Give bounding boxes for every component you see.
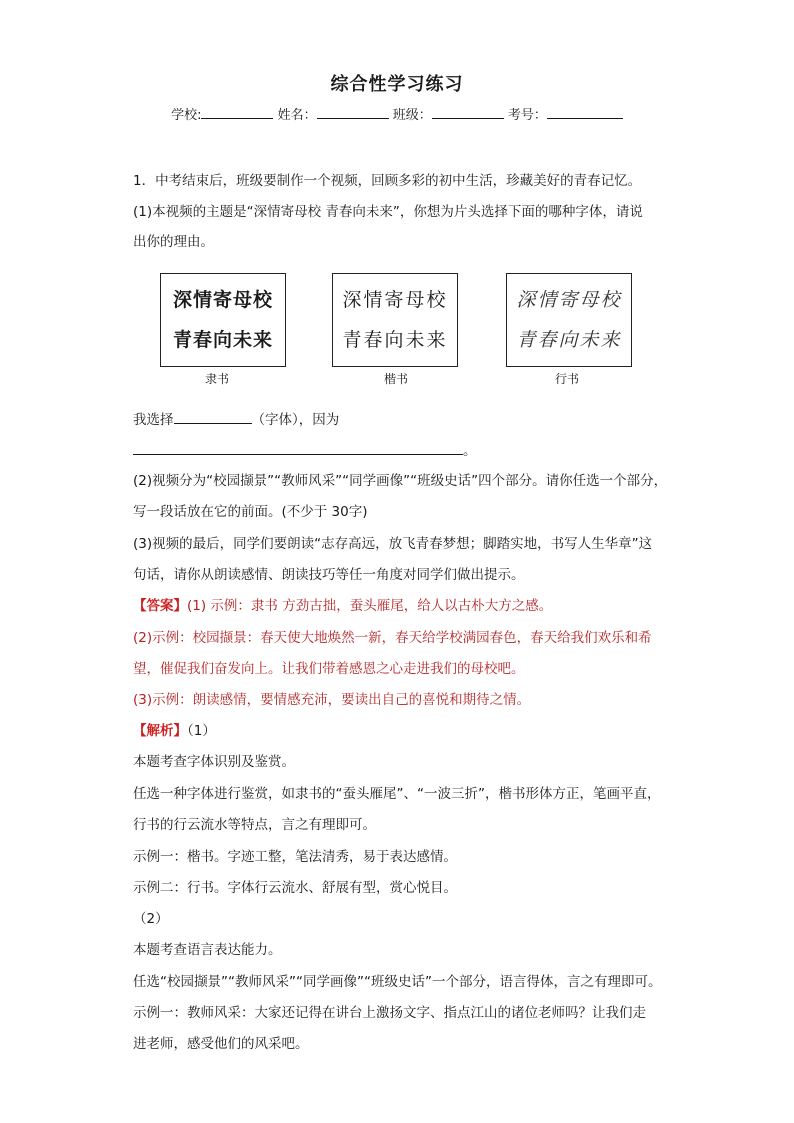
answer-1-text: (1) 示例：隶书 方劲古拙，蚕头雁尾，给人以古朴大方之感。 — [187, 598, 553, 614]
choose-suffix: （字体），因为 — [251, 412, 340, 428]
school-blank[interactable] — [201, 105, 273, 119]
font-sample-line-2: 青春向未来 — [172, 329, 273, 351]
exam-no-blank[interactable] — [547, 105, 623, 119]
class-label: 班级： — [392, 108, 432, 123]
answer-3: (3)示例：朗读感情，要情感充沛，要读出自己的喜悦和期待之情。 — [133, 692, 531, 708]
name-label: 姓名： — [277, 108, 317, 123]
analysis-line: 进老师，感受他们的风采吧。 — [133, 1036, 309, 1052]
class-blank[interactable] — [432, 105, 504, 119]
name-blank[interactable] — [317, 105, 389, 119]
font-sample-line-1: 深情寄母校 — [342, 289, 448, 311]
analysis-heading — [133, 722, 216, 740]
school-label: 学校: — [171, 108, 202, 123]
answer-1 — [133, 597, 552, 615]
answer-tag: 【答案】 — [133, 598, 187, 614]
font-sample-line-2: 青春向未来 — [516, 329, 622, 351]
subquestion-3-line-2: 句话，请你从朗读感情、朗读技巧等任一角度对同学们做出提示。 — [133, 567, 525, 583]
subquestion-1-line-2: 出你的理由。 — [133, 234, 214, 250]
reason-blank[interactable] — [133, 441, 463, 455]
analysis-tag-suffix: （1） — [187, 723, 216, 739]
analysis-line: （2） — [133, 911, 169, 927]
analysis-tag: 【解析】 — [133, 723, 187, 739]
analysis-line: 任选“校园撷景”“教师风采”“同学画像”“班级史话”一个部分，语言得体，言之有理即可。 — [133, 974, 662, 990]
reason-period: 。 — [463, 443, 477, 459]
reason-line — [133, 441, 477, 460]
font-sample-lishu — [160, 273, 286, 367]
font-sample-line-1: 深情寄母校 — [516, 289, 622, 311]
subquestion-3-line-1: (3)视频的最后，同学们要朗读“志存高远，放飞青春梦想；脚踏实地，书写人生华章”这 — [133, 536, 653, 552]
font-sample-line-2: 青春向未来 — [342, 329, 448, 351]
font-caption-kaishu: 楷书 — [383, 372, 408, 386]
subquestion-2-line-1: (2)视频分为“校园撷景”“教师风采”“同学画像”“班级史话”四个部分。请你任选一个部分， — [133, 473, 668, 489]
font-sample-kaishu — [332, 273, 458, 367]
subquestion-1-line-1: (1)本视频的主题是“深情寄母校 青春向未来”，你想为片头选择下面的哪种字体，请说 — [133, 204, 643, 220]
exam-no-label: 考号： — [507, 108, 547, 123]
font-sample-line-1: 深情寄母校 — [172, 289, 273, 311]
analysis-line: 示例二：行书。字体行云流水、舒展有型，赏心悦目。 — [133, 880, 457, 896]
subquestion-2-line-2: 写一段话放在它的前面。(不少于 30字) — [133, 504, 368, 520]
analysis-line: 任选一种字体进行鉴赏，如隶书的“蚕头雁尾”、“一波三折”，楷书形体方正，笔画平直， — [133, 786, 661, 802]
answer-2-line-2: 望，催促我们奋发向上。让我们带着感恩之心走进我们的母校吧。 — [133, 661, 525, 677]
choose-prefix: 我选择 — [133, 412, 174, 428]
font-sample-xingshu — [506, 273, 632, 367]
analysis-line: 本题考查字体识别及鉴赏。 — [133, 754, 295, 770]
page-title: 综合性学习练习 — [330, 74, 464, 95]
analysis-line: 行书的行云流水等特点，言之有理即可。 — [133, 817, 376, 833]
answer-2-line-1: (2)示例：校园撷景：春天使大地焕然一新，春天给学校满园春色，春天给我们欢乐和希 — [133, 630, 652, 646]
analysis-line: 示例一：教师风采：大家还记得在讲台上激扬文字、指点江山的诸位老师吗？让我们走 — [133, 1005, 646, 1021]
analysis-line: 示例一：楷书。字迹工整，笔法清秀，易于表达感情。 — [133, 849, 457, 865]
student-info-line — [0, 104, 794, 123]
question-stem: 1．中考结束后，班级要制作一个视频，回顾多彩的初中生活，珍藏美好的青春记忆。 — [133, 173, 642, 189]
font-choice-blank[interactable] — [174, 410, 252, 424]
font-caption-lishu: 隶书 — [204, 372, 229, 386]
analysis-line: 本题考查语言表达能力。 — [133, 942, 282, 958]
font-caption-xingshu: 行书 — [554, 372, 579, 386]
answer-choice-line — [133, 410, 339, 429]
